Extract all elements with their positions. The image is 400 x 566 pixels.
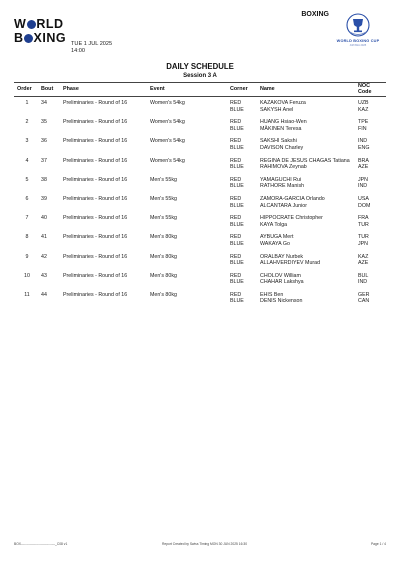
bout-corner-red-corner: RED: [230, 100, 242, 106]
footer-report: Report Created by Swiss Timing MON 30 JUN 2025 16:30: [162, 542, 248, 546]
table-header: Order Bout Phase Event Corner Name NOC Code: [17, 83, 372, 95]
bout-event: [150, 177, 177, 184]
table-row: [0, 118, 400, 137]
bout-noc-codes: [358, 292, 369, 305]
table-row: [0, 233, 400, 252]
bout-boxer-blue-name: RATHORE Manish: [260, 183, 305, 190]
bout-phase: [63, 215, 127, 222]
bout-boxer-red-name: ZAMORA-GARCIA Orlando: [260, 195, 325, 202]
bout-order: [20, 100, 34, 107]
bout-number-bout: 38: [41, 176, 47, 183]
bout-boxer-red-name: YAMAGUCHI Rui: [260, 176, 302, 183]
bout-order: [20, 273, 34, 280]
table-row: [0, 157, 400, 176]
bout-corner-blue-corner: BLUE: [230, 202, 244, 209]
bout-number: [41, 234, 47, 241]
bout-boxer-blue-name: ALLAHVERDIYEV Murad: [260, 260, 321, 267]
bout-corners: [230, 100, 244, 113]
bout-boxers: [260, 273, 304, 286]
bout-boxer-blue-name: WAKAYA Go: [260, 240, 290, 247]
sport-label: BOXING: [301, 11, 329, 18]
table-row: [0, 137, 400, 156]
bout-boxer-red-name: KAZAKOVA Feruza: [260, 100, 306, 106]
col-corner: Corner: [230, 86, 248, 92]
bout-number: [41, 158, 47, 165]
world-boxing-cup-logo: [334, 12, 382, 52]
bout-event: [150, 100, 185, 107]
bout-order-order: 5: [25, 176, 29, 183]
table-row: [0, 195, 400, 214]
bout-event-event: Men's 55kg: [150, 215, 177, 222]
bout-event-event: Men's 80kg: [150, 253, 177, 260]
bout-corners: [230, 196, 244, 209]
table-row: [0, 291, 400, 310]
bout-number-bout: 40: [41, 215, 47, 222]
bout-event: [150, 234, 177, 241]
bout-phase: [63, 177, 127, 184]
bout-boxers: [260, 158, 350, 171]
bout-boxer-blue-name: CHAHAR Lakshya: [260, 279, 304, 286]
bout-event-event: Women's 54kg: [150, 119, 185, 126]
bout-event: [150, 254, 177, 261]
logo-line-boxing: B XING: [14, 31, 67, 45]
bout-phase: [63, 292, 127, 299]
bout-corners: [230, 292, 244, 305]
bout-noc-code-red-noc: IND: [358, 138, 368, 145]
bout-order-order: 2: [25, 119, 29, 126]
bout-order: [20, 138, 34, 145]
bout-corners: [230, 119, 244, 132]
bout-number: [41, 254, 47, 261]
bout-phase: [63, 138, 127, 145]
bout-event-event: Men's 80kg: [150, 234, 177, 241]
bout-noc-code-blue-noc: AZE: [358, 260, 369, 267]
bout-corner-red-corner: RED: [230, 195, 242, 202]
bout-noc-codes: [358, 234, 369, 247]
bout-noc-code-blue-noc: TUR: [358, 221, 369, 228]
bout-boxers: [260, 234, 293, 247]
bout-noc-code-red-noc: GER: [358, 291, 370, 298]
bout-order: [20, 196, 34, 203]
bout-event: [150, 119, 185, 126]
page-title: DAILY SCHEDULE: [166, 62, 234, 71]
bout-corner-blue-corner: BLUE: [230, 164, 244, 171]
bout-order: [20, 119, 34, 126]
bout-corner-blue-corner: BLUE: [230, 144, 244, 151]
bout-number-bout: 43: [41, 272, 47, 279]
cup-subtitle: ASTANA 2025: [349, 43, 367, 47]
bout-boxer-red-name: SAKSHI Sakshi: [260, 138, 297, 145]
bout-noc-codes: [358, 177, 368, 190]
col-name: Name: [260, 86, 275, 92]
bout-corner-red-corner: RED: [230, 291, 242, 298]
bout-order-order: 3: [25, 138, 29, 145]
bout-corner-red-corner: RED: [230, 138, 242, 145]
footer-code: BOX-------------------------------_C08 v1: [14, 542, 68, 546]
bout-corners: [230, 215, 244, 228]
bout-number-bout: 37: [41, 157, 47, 164]
bout-number: [41, 119, 47, 126]
table-row: [0, 176, 400, 195]
bout-event: [150, 138, 185, 145]
bout-boxer-blue-name: DENIS Nickenson: [260, 298, 303, 305]
bout-phase-phase: Preliminaries - Round of 16: [63, 119, 128, 126]
bout-event: [150, 292, 177, 299]
bout-event-event: Men's 80kg: [150, 291, 177, 298]
bout-order: [20, 292, 34, 299]
bout-number-bout: 41: [41, 234, 47, 241]
bout-order: [20, 234, 34, 241]
bout-phase: [63, 158, 127, 165]
bout-boxers: [260, 215, 323, 228]
bout-number: [41, 215, 47, 222]
bout-phase-phase: Preliminaries - Round of 16: [63, 176, 128, 183]
bout-corner-blue-corner: BLUE: [230, 221, 244, 228]
bout-boxers: [260, 254, 320, 267]
bout-noc-code-blue-noc: FIN: [358, 125, 367, 132]
bout-corner-red-corner: RED: [230, 253, 242, 260]
bout-corner-red-corner: RED: [230, 234, 242, 241]
bout-number: [41, 177, 47, 184]
bout-order-order: 1: [25, 100, 29, 106]
bout-noc-code-blue-noc: JPN: [358, 240, 369, 247]
bout-order: [20, 254, 34, 261]
bout-number: [41, 196, 47, 203]
bout-phase-phase: Preliminaries - Round of 16: [63, 100, 128, 106]
bout-boxer-red-name: EHIS Ben: [260, 291, 284, 298]
bout-noc-codes: [358, 273, 368, 286]
bout-number-bout: 35: [41, 119, 47, 126]
bout-phase-phase: Preliminaries - Round of 16: [63, 157, 128, 164]
col-bout: Bout: [41, 86, 54, 92]
schedule-date: TUE 1 JUL 2025: [71, 41, 113, 47]
bout-boxer-red-name: AYBUGA Mert: [260, 234, 294, 241]
bout-noc-codes: [358, 100, 369, 113]
bout-corners: [230, 138, 244, 151]
bout-corners: [230, 273, 244, 286]
bout-corners: [230, 234, 244, 247]
bout-boxer-red-name: HIPPOCRATE Christopher: [260, 215, 323, 222]
bout-order-order: 11: [24, 291, 30, 298]
bout-number: [41, 100, 47, 107]
bout-phase: [63, 100, 127, 107]
session-label: Session 3 A: [183, 73, 217, 79]
bout-boxer-blue-name: RAHIMOVA Zeynab: [260, 164, 307, 171]
bout-noc-code-blue-noc: KAZ: [358, 106, 369, 113]
bout-noc-code-red-noc: TUR: [358, 234, 369, 241]
bout-phase-phase: Preliminaries - Round of 16: [63, 272, 128, 279]
schedule-time: 14:00: [71, 48, 85, 54]
bout-corners: [230, 254, 244, 267]
bout-noc-code-blue-noc: AZE: [358, 164, 369, 171]
bout-boxer-red-name: ORALBAY Nurbek: [260, 253, 304, 260]
logo-ball-icon: [24, 34, 33, 43]
header-rule-bottom: [14, 96, 386, 97]
table-row: [0, 253, 400, 272]
logo-ball-icon: [27, 20, 36, 29]
bout-corner-blue-corner: BLUE: [230, 240, 244, 247]
bout-corner-red-corner: RED: [230, 157, 242, 164]
bout-noc-code-red-noc: BUL: [358, 272, 369, 279]
bout-noc-code-blue-noc: DOM: [358, 202, 371, 209]
bout-event-event: Men's 55kg: [150, 195, 177, 202]
bout-boxer-red-name: REGINA DE JESUS CHAGAS Tatiana: [260, 157, 350, 164]
bout-event-event: Men's 80kg: [150, 272, 177, 279]
bout-noc-code-blue-noc: IND: [358, 279, 368, 286]
bout-boxer-blue-name: MÄKINEN Teresa: [260, 125, 302, 132]
cup-name: WORLD BOXING CUP: [336, 39, 380, 43]
bout-boxers: [260, 196, 325, 209]
bout-phase: [63, 119, 127, 126]
page-footer: [14, 542, 386, 548]
bout-noc-codes: [358, 138, 369, 151]
bout-order-order: 8: [25, 234, 29, 241]
bout-phase-phase: Preliminaries - Round of 16: [63, 253, 128, 260]
bout-noc-code-red-noc: TPE: [358, 119, 369, 126]
bout-event-event: Men's 55kg: [150, 176, 177, 183]
bout-order-order: 7: [25, 215, 29, 222]
bout-order-order: 6: [25, 195, 29, 202]
bout-corner-blue-corner: BLUE: [230, 298, 244, 305]
table-row: [0, 214, 400, 233]
bout-boxers: [260, 119, 307, 132]
bout-number: [41, 138, 47, 145]
schedule-datetime: [71, 41, 112, 55]
bout-number: [41, 273, 47, 280]
bout-noc-codes: [358, 215, 369, 228]
bout-order-order: 4: [25, 157, 29, 164]
bout-order: [20, 158, 34, 165]
bout-noc-code-red-noc: UZB: [358, 100, 369, 106]
bout-event-event: Women's 54kg: [150, 138, 185, 145]
bout-event: [150, 196, 177, 203]
bout-phase-phase: Preliminaries - Round of 16: [63, 234, 128, 241]
bout-phase: [63, 273, 127, 280]
logo-line-world: W RLD: [14, 17, 64, 31]
bout-phase: [63, 196, 127, 203]
bout-number-bout: 42: [41, 253, 47, 260]
cup-emblem-icon: [345, 12, 371, 38]
bout-event: [150, 215, 177, 222]
bout-phase: [63, 234, 127, 241]
bout-corners: [230, 177, 244, 190]
bout-noc-code-red-noc: BRA: [358, 157, 369, 164]
bout-corner-red-corner: RED: [230, 119, 242, 126]
schedule-table-body: [0, 99, 400, 310]
bout-boxers: [260, 177, 304, 190]
bout-corner-red-corner: RED: [230, 176, 242, 183]
footer-page: Page 1 / 4: [370, 542, 386, 546]
bout-phase-phase: Preliminaries - Round of 16: [63, 138, 128, 145]
bout-order: [20, 215, 34, 222]
bout-phase-phase: Preliminaries - Round of 16: [63, 195, 128, 202]
bout-order-order: 10: [24, 272, 30, 279]
bout-event: [150, 273, 177, 280]
bout-number: [41, 292, 47, 299]
bout-corners: [230, 158, 244, 171]
bout-boxer-red-name: CHOLOV William: [260, 272, 301, 279]
bout-boxers: [260, 138, 303, 151]
bout-phase: [63, 254, 127, 261]
bout-number-bout: 44: [41, 291, 47, 298]
bout-phase-phase: Preliminaries - Round of 16: [63, 291, 128, 298]
bout-corner-blue-corner: BLUE: [230, 279, 244, 286]
bout-boxer-red-name: HUANG Hsiao-Wen: [260, 119, 307, 126]
bout-boxer-blue-name: SAKYSH Anel: [260, 106, 294, 113]
bout-corner-red-corner: RED: [230, 215, 242, 222]
col-order: Order: [17, 86, 32, 92]
bout-corner-blue-corner: BLUE: [230, 125, 244, 132]
bout-corner-blue-corner: BLUE: [230, 183, 244, 190]
bout-boxers: [260, 292, 302, 305]
bout-noc-code-blue-noc: CAN: [358, 298, 370, 305]
bout-noc-code-red-noc: FRA: [358, 215, 369, 222]
bout-boxer-blue-name: ALCANTARA Junior: [260, 202, 308, 209]
bout-number-bout: 34: [41, 100, 47, 106]
bout-number-bout: 39: [41, 195, 47, 202]
bout-phase-phase: Preliminaries - Round of 16: [63, 215, 128, 222]
bout-noc-codes: [358, 119, 368, 132]
col-phase: Phase: [63, 86, 79, 92]
bout-event-event: Women's 54kg: [150, 157, 185, 164]
bout-corner-blue-corner: BLUE: [230, 106, 244, 113]
bout-boxer-blue-name: KAYA Tolga: [260, 221, 288, 228]
bout-boxers: [260, 100, 306, 113]
bout-noc-codes: [358, 158, 369, 171]
bout-boxer-blue-name: DAVISON Charley: [260, 144, 304, 151]
bout-noc-code-blue-noc: ENG: [358, 144, 370, 151]
bout-noc-code-red-noc: KAZ: [358, 253, 369, 260]
bout-corner-blue-corner: BLUE: [230, 260, 244, 267]
bout-noc-codes: [358, 254, 368, 267]
bout-event-event: Women's 54kg: [150, 100, 185, 106]
bout-event: [150, 158, 185, 165]
table-row: [0, 99, 400, 118]
bout-noc-codes: [358, 196, 370, 209]
bout-order: [20, 177, 34, 184]
bout-noc-code-blue-noc: IND: [358, 183, 368, 190]
bout-corner-red-corner: RED: [230, 272, 242, 279]
table-row: [0, 272, 400, 291]
bout-order-order: 9: [25, 253, 29, 260]
bout-noc-code-red-noc: JPN: [358, 176, 369, 183]
bout-noc-code-red-noc: USA: [358, 195, 369, 202]
bout-number-bout: 36: [41, 138, 47, 145]
col-event: Event: [150, 86, 165, 92]
